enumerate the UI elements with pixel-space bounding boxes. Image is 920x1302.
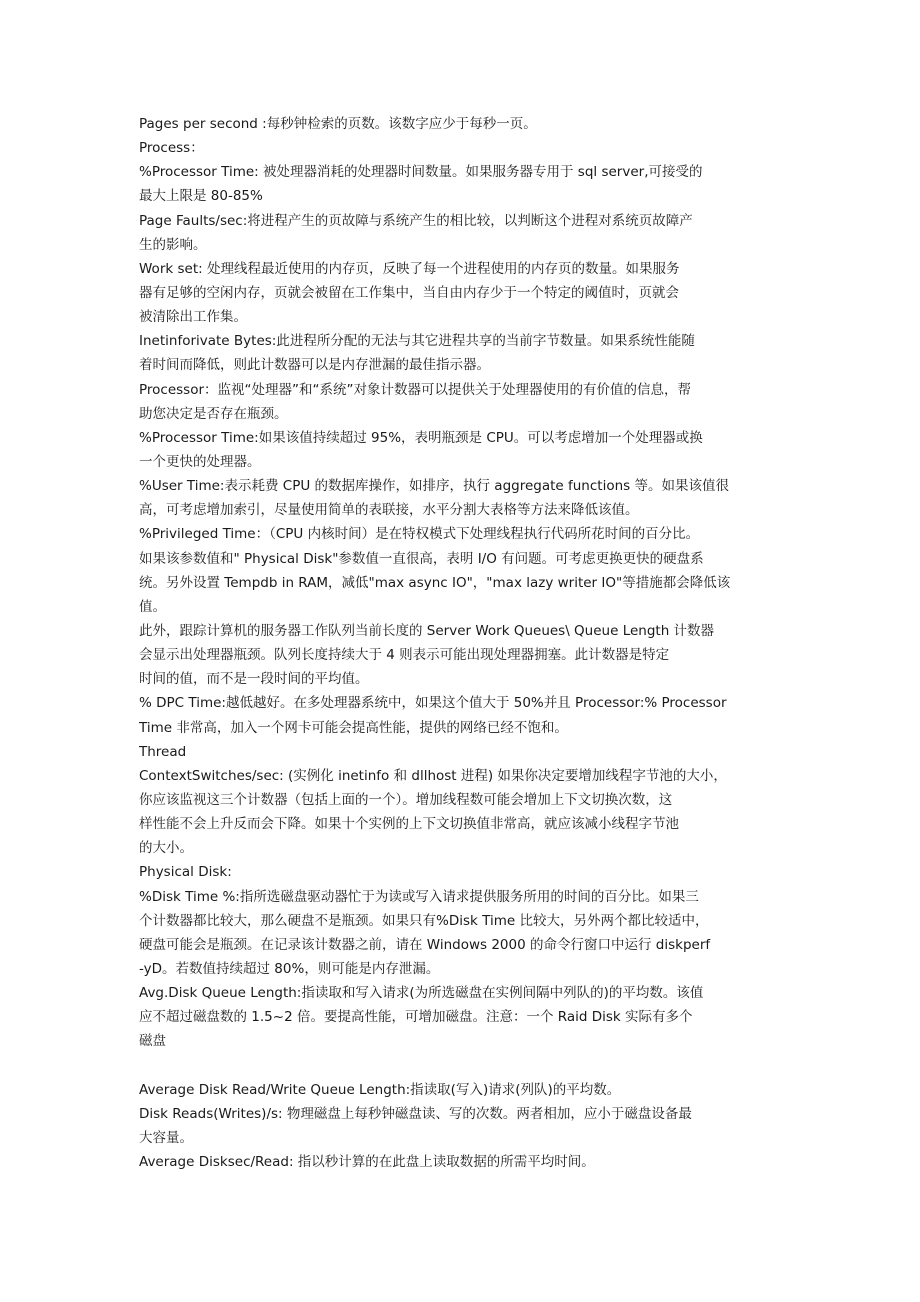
text-line: 高，可考虑增加索引，尽量使用简单的表联接，水平分割大表格等方法来降低该值。 (139, 502, 639, 519)
text-line: Avg.Disk Queue Length:指读取和写入请求(为所选磁盘在实例间隔中列队的)的平均数。该值 (139, 985, 704, 1002)
text-line: 大容量。 (139, 1129, 193, 1146)
text-line: Processor：监视“处理器”和“系统”对象计数器可以提供关于处理器使用的有价值的信息，帮 (139, 381, 691, 398)
text-line: %User Time:表示耗费 CPU 的数据库操作，如排序，执行 aggregate functions 等。如果该值很 (139, 478, 729, 495)
text-line: Page Faults/sec:将进程产生的页故障与系统产生的相比较，以判断这个进程对系统页故障产 (139, 212, 693, 229)
text-line: Physical Disk: (139, 864, 232, 881)
text-line: 器有足够的空闲内存，页就会被留在工作集中，当自由内存少于一个特定的阈值时，页就会 (139, 284, 679, 301)
text-line: %Processor Time: 被处理器消耗的处理器时间数量。如果服务器专用于 sql server,可接受的 (139, 164, 703, 181)
text-line: Disk Reads(Writes)/s: 物理磁盘上每秒钟磁盘读、写的次数。两者相加，应小于磁盘设备最 (139, 1105, 692, 1122)
text-line: 你应该监视这三个计数器（包括上面的一个）。增加线程数可能会增加上下文切换次数，这 (139, 791, 673, 808)
text-line: Process： (139, 140, 204, 157)
text-line: ContextSwitches/sec: (实例化 inetinfo 和 dllhost 进程) 如果你决定要增加线程字节池的大小， (139, 767, 727, 784)
text-line: Average Disk Read/Write Queue Length:指读取(写入)请求(列队)的平均数。 (139, 1081, 621, 1098)
text-line: 样性能不会上升反而会下降。如果十个实例的上下文切换值非常高，就应该减小线程字节池 (139, 816, 679, 833)
text-line: 被清除出工作集。 (139, 309, 247, 326)
text-line: Work set: 处理线程最近使用的内存页，反映了每一个进程使用的内存页的数量。如果服务 (139, 260, 680, 277)
text-line: 如果该参数值和" Physical Disk"参数值一直很高，表明 I/O 有问题。可考虑更换更快的硬盘系 (139, 550, 704, 567)
text-line: 一个更快的处理器。 (139, 453, 261, 470)
text-line: -yD。若数值持续超过 80%，则可能是内存泄漏。 (139, 960, 440, 977)
text-line: 时间的值，而不是一段时间的平均值。 (139, 671, 369, 688)
text-line: % DPC Time:越低越好。在多处理器系统中，如果这个值大于 50%并且 Processor:% Processor (139, 695, 727, 712)
text-line: 应不超过磁盘数的 1.5~2 倍。要提高性能，可增加磁盘。注意：一个 Raid Disk 实际有多个 (139, 1009, 693, 1026)
text-line: 硬盘可能会是瓶颈。在记录该计数器之前，请在 Windows 2000 的命令行窗口中运行 diskperf (139, 936, 711, 953)
text-line: 此外，跟踪计算机的服务器工作队列当前长度的 Server Work Queues\ Queue Length 计数器 (139, 622, 715, 639)
text-line: Average Disksec/Read: 指以秒计算的在此盘上读取数据的所需平均时间。 (139, 1154, 595, 1171)
text-line (139, 1053, 789, 1077)
text-line: 着时间而降低，则此计数器可以是内存泄漏的最佳指示器。 (139, 357, 490, 374)
text-line: %Processor Time:如果该值持续超过 95%，表明瓶颈是 CPU。可以考虑增加一个处理器或换 (139, 429, 703, 446)
text-line: %Privileged Time：（CPU 内核时间）是在特权模式下处理线程执行代码所花时间的百分比。 (139, 526, 700, 543)
text-line: %Disk Time %:指所选磁盘驱动器忙于为读或写入请求提供服务所用的时间的百分比。如果三 (139, 888, 699, 905)
text-line: 助您决定是否存在瓶颈。 (139, 405, 288, 422)
text-line: 个计数器都比较大，那么硬盘不是瓶颈。如果只有%Disk Time 比较大，另外两个都比较适中， (139, 912, 709, 929)
text-line: 最大上限是 80-85% (139, 188, 263, 205)
document-body (139, 112, 789, 1174)
text-line: Time 非常高，加入一个网卡可能会提高性能，提供的网络已经不饱和。 (139, 719, 568, 736)
text-line: Pages per second :每秒钟检索的页数。该数字应少于每秒一页。 (139, 116, 537, 132)
text-line: 的大小。 (139, 840, 193, 857)
text-line: 生的影响。 (139, 236, 207, 253)
text-line: 值。 (139, 598, 166, 615)
text-line: 统。另外设置 Tempdb in RAM，减低"max async IO"，"max lazy writer IO"等措施都会降低该 (139, 574, 731, 591)
text-line: Thread (139, 743, 187, 760)
text-line: 磁盘 (139, 1033, 166, 1050)
text-line: 会显示出处理器瓶颈。队列长度持续大于 4 则表示可能出现处理器拥塞。此计数器是特定 (139, 647, 670, 664)
text-line: Inetinforivate Bytes:此进程所分配的无法与其它进程共享的当前字节数量。如果系统性能随 (139, 333, 695, 350)
